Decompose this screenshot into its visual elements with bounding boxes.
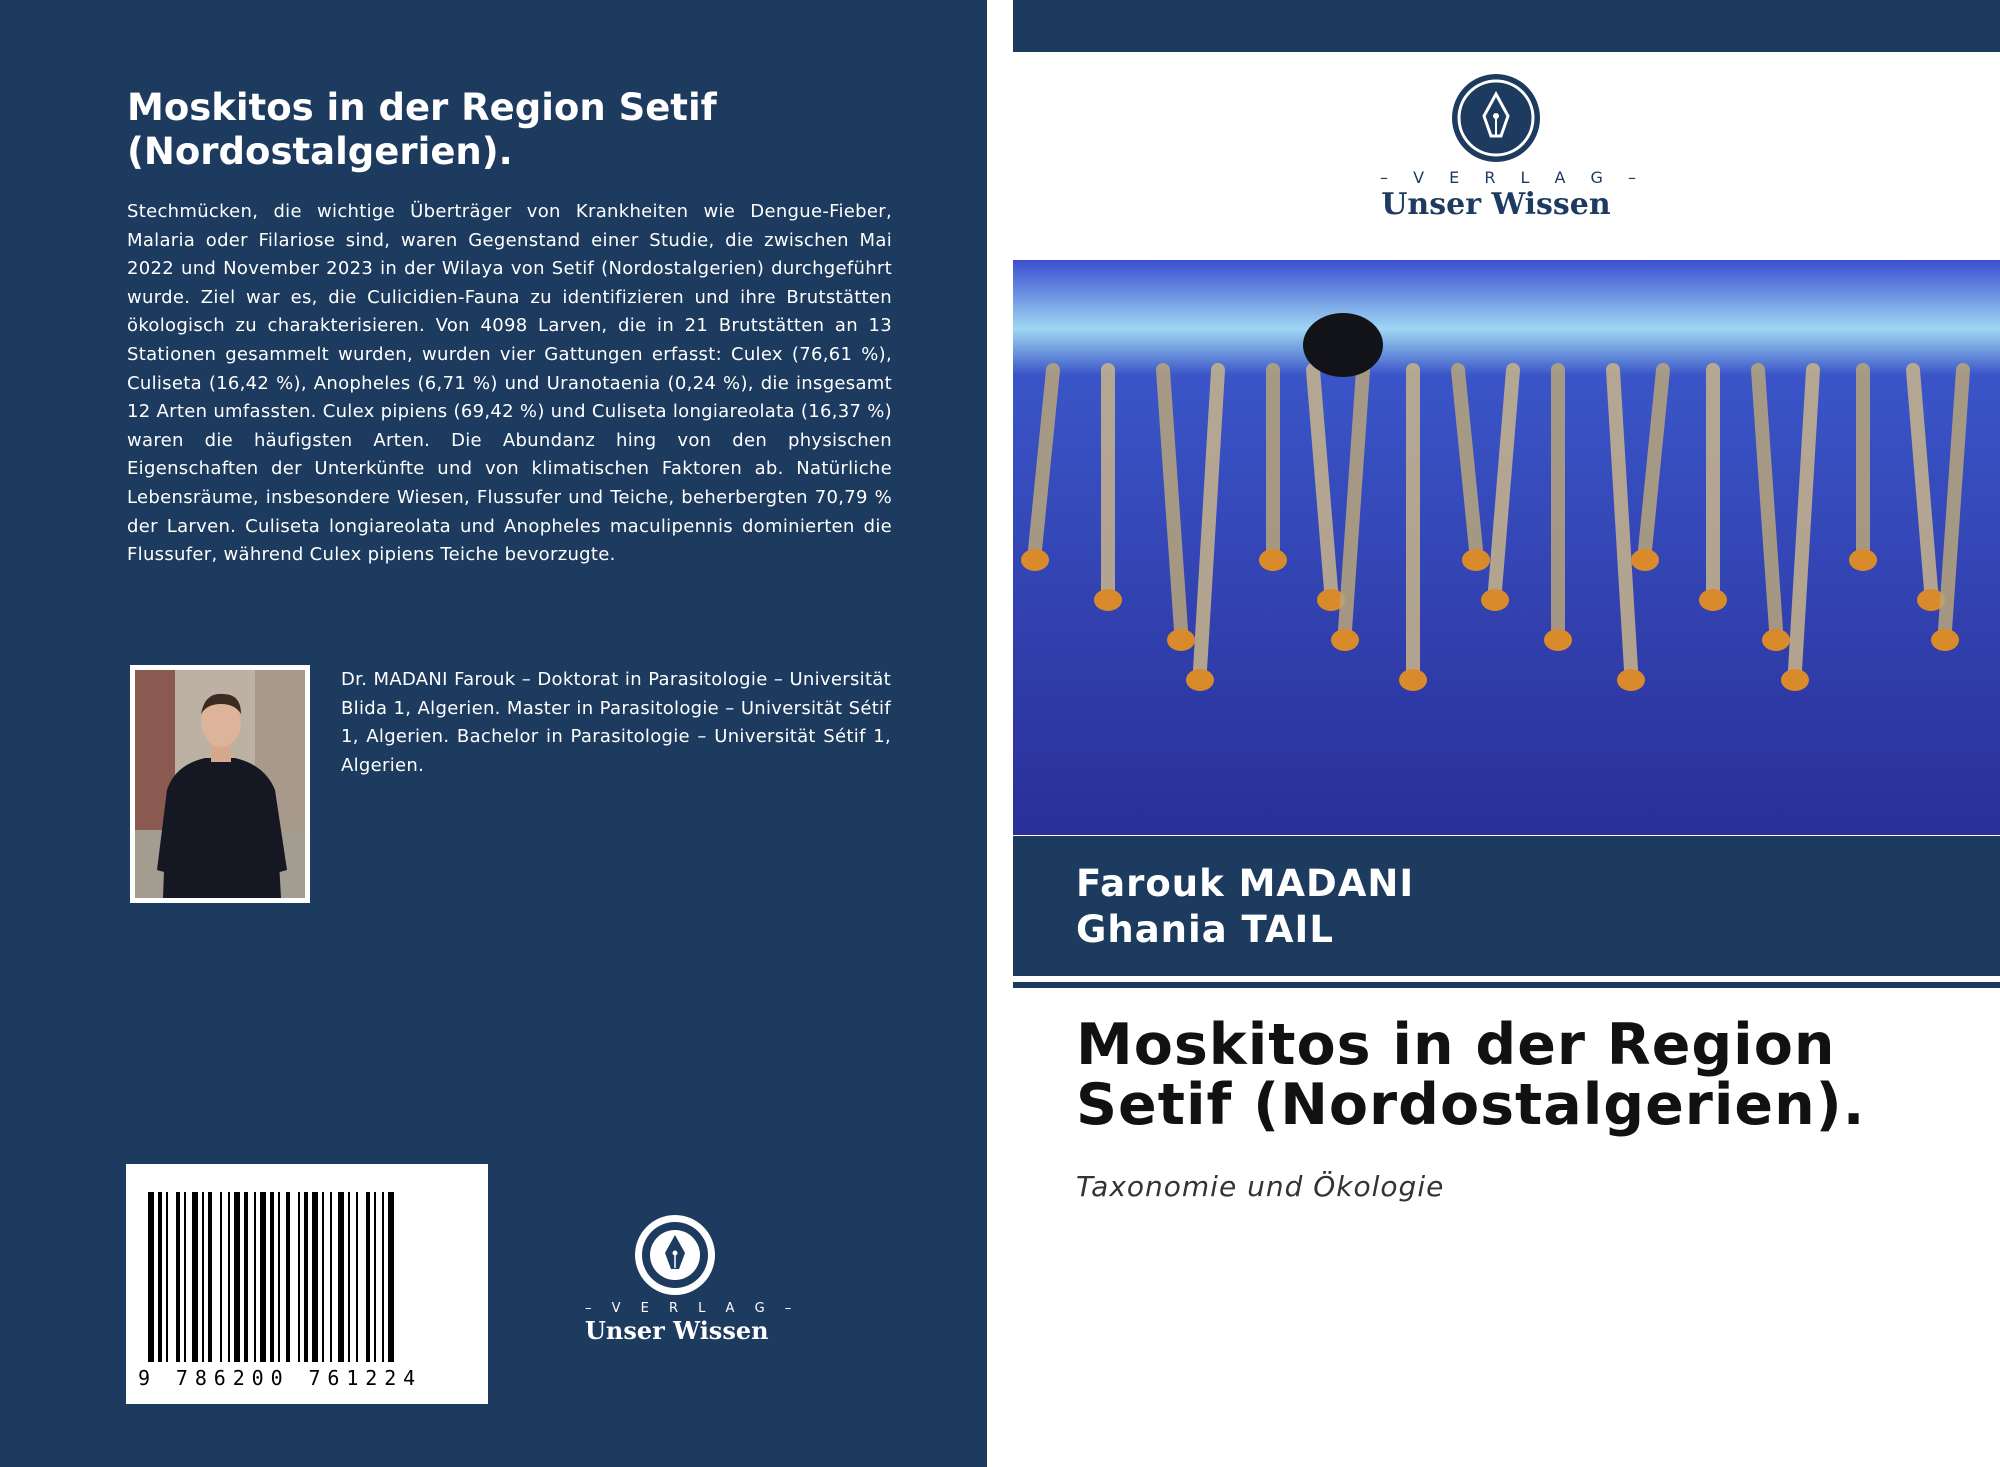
barcode-bar (184, 1192, 186, 1362)
larva-head (1399, 669, 1427, 691)
barcode-bar (166, 1192, 168, 1362)
larva-head (1849, 549, 1877, 571)
barcode-bar (388, 1192, 394, 1362)
barcode-bar (270, 1192, 274, 1362)
publisher-verlag-label-front: – V E R L A G – (1380, 168, 1647, 187)
pupa (1303, 313, 1383, 377)
pen-nib-icon (1450, 72, 1542, 164)
publisher-name-front: Unser Wissen (1381, 187, 1611, 222)
larva-head (1762, 629, 1790, 651)
barcode-bar (254, 1192, 256, 1362)
larvae-image (1013, 260, 2000, 835)
barcode-bar (278, 1192, 280, 1362)
back-cover (0, 0, 987, 1467)
authors-band (1013, 836, 2000, 976)
larva-head (1781, 669, 1809, 691)
barcode-bar (158, 1192, 162, 1362)
larva-head (1481, 589, 1509, 611)
larva-head (1699, 589, 1727, 611)
author-name-2: Ghania TAIL (1076, 908, 1334, 951)
larva-head (1094, 589, 1122, 611)
larva-head (1617, 669, 1645, 691)
larva-head (1167, 629, 1195, 651)
barcode-bar (208, 1192, 212, 1362)
author-bio: Dr. MADANI Farouk – Doktorat in Parasitologie – Universität Blida 1, Algerien. Master in Parasitologie – Universität Sétif 1, Algerien. Bachelor in Parasitologie – Universität Sétif 1, Algerien. (341, 669, 891, 777)
front-rule (1013, 982, 2000, 988)
barcode-bar (304, 1192, 308, 1362)
larva-head (1931, 629, 1959, 651)
barcode-bar (374, 1192, 376, 1362)
barcode-bar (338, 1192, 344, 1362)
larva-head (1259, 549, 1287, 571)
back-cover-abstract: Stechmücken, die wichtige Überträger von Krankheiten wie Dengue-Fieber, Malaria oder Filariose sind, waren Gegenstand einer Studie, die zwischen Mai 2022 und November 2023 in der Wilaya von Setif (Nordostalgerien) durchgeführt wurde. Ziel war es, die Culicidien-Fauna zu identifizieren und ihre Brutstätten ökologisch zu charakterisieren. Von 4098 Larven, die in 21 Brutstätten an 13 Stationen gesammelt wurden, wurden vier Gattungen erfasst: Culex (76,61 %), Culiseta (16,42 %), Anopheles (6,71 %) und Uranotaenia (0,24 %), die insgesamt 12 Arten umfassten. Culex pipiens (69,42 %) und Culiseta longiareolata (16,37 %) waren die häufigsten Arten. Die Abundanz hing von den physischen Eigenschaften der Unterkünfte und von klimatischen Faktoren ab. Natürliche Lebensräume, insbesondere Wiesen, Flussufer und Teiche, beherbergten 70,79 % der Larven. Culiseta longiareolata und Anopheles maculipennis dominierten die Flussufer, während Culex pipiens Teiche bevorzugte. (127, 201, 892, 566)
author-photo (130, 665, 310, 903)
larva-head (1631, 549, 1659, 571)
barcode-bar (192, 1192, 198, 1362)
barcode-bar (382, 1192, 384, 1362)
barcode-bar (322, 1192, 324, 1362)
author-portrait-image (135, 670, 305, 898)
barcode-bar (286, 1192, 290, 1362)
larva-head (1331, 629, 1359, 651)
barcode-bar (312, 1192, 318, 1362)
larva-head (1462, 549, 1490, 571)
author-name-1: Farouk MADANI (1076, 862, 1415, 905)
cover-photo-mosquito-larvae (1013, 260, 2000, 835)
barcode-bar (228, 1192, 230, 1362)
barcode-bar (176, 1192, 180, 1362)
front-cover-subtitle: Taxonomie und Ökologie (1076, 1170, 1445, 1203)
front-title-line-1: Moskitos in der Region (1076, 1012, 1836, 1078)
barcode-bar (356, 1192, 358, 1362)
front-title-line-2: Setif (Nordostalgerien). (1076, 1072, 1866, 1138)
barcode-bar (202, 1192, 204, 1362)
barcode-bar (330, 1192, 332, 1362)
spine (987, 0, 1012, 1467)
publisher-name: Unser Wissen (585, 1316, 769, 1345)
barcode-bar (348, 1192, 350, 1362)
front-cover-title (1076, 1012, 1976, 1138)
publisher-verlag-label: – V E R L A G – (585, 1301, 800, 1316)
larva-head (1021, 549, 1049, 571)
barcode-bar (260, 1192, 266, 1362)
pen-nib-seal-icon (633, 1213, 717, 1297)
barcode-bar (298, 1192, 300, 1362)
barcode-bar (366, 1192, 370, 1362)
larva-head (1186, 669, 1214, 691)
isbn-digits: 9 786200 761224 (138, 1366, 423, 1390)
barcode-bar (244, 1192, 248, 1362)
publisher-logo-back (585, 1213, 800, 1345)
publisher-logo-front (1380, 72, 1647, 232)
front-top-bar (1013, 0, 2000, 52)
back-cover-title: Moskitos in der Region Setif (Nordostalgerien). (127, 86, 717, 173)
barcode-bar (148, 1192, 154, 1362)
barcode-bar (234, 1192, 240, 1362)
barcode-bar (220, 1192, 222, 1362)
larva-head (1544, 629, 1572, 651)
isbn-barcode (126, 1164, 488, 1404)
